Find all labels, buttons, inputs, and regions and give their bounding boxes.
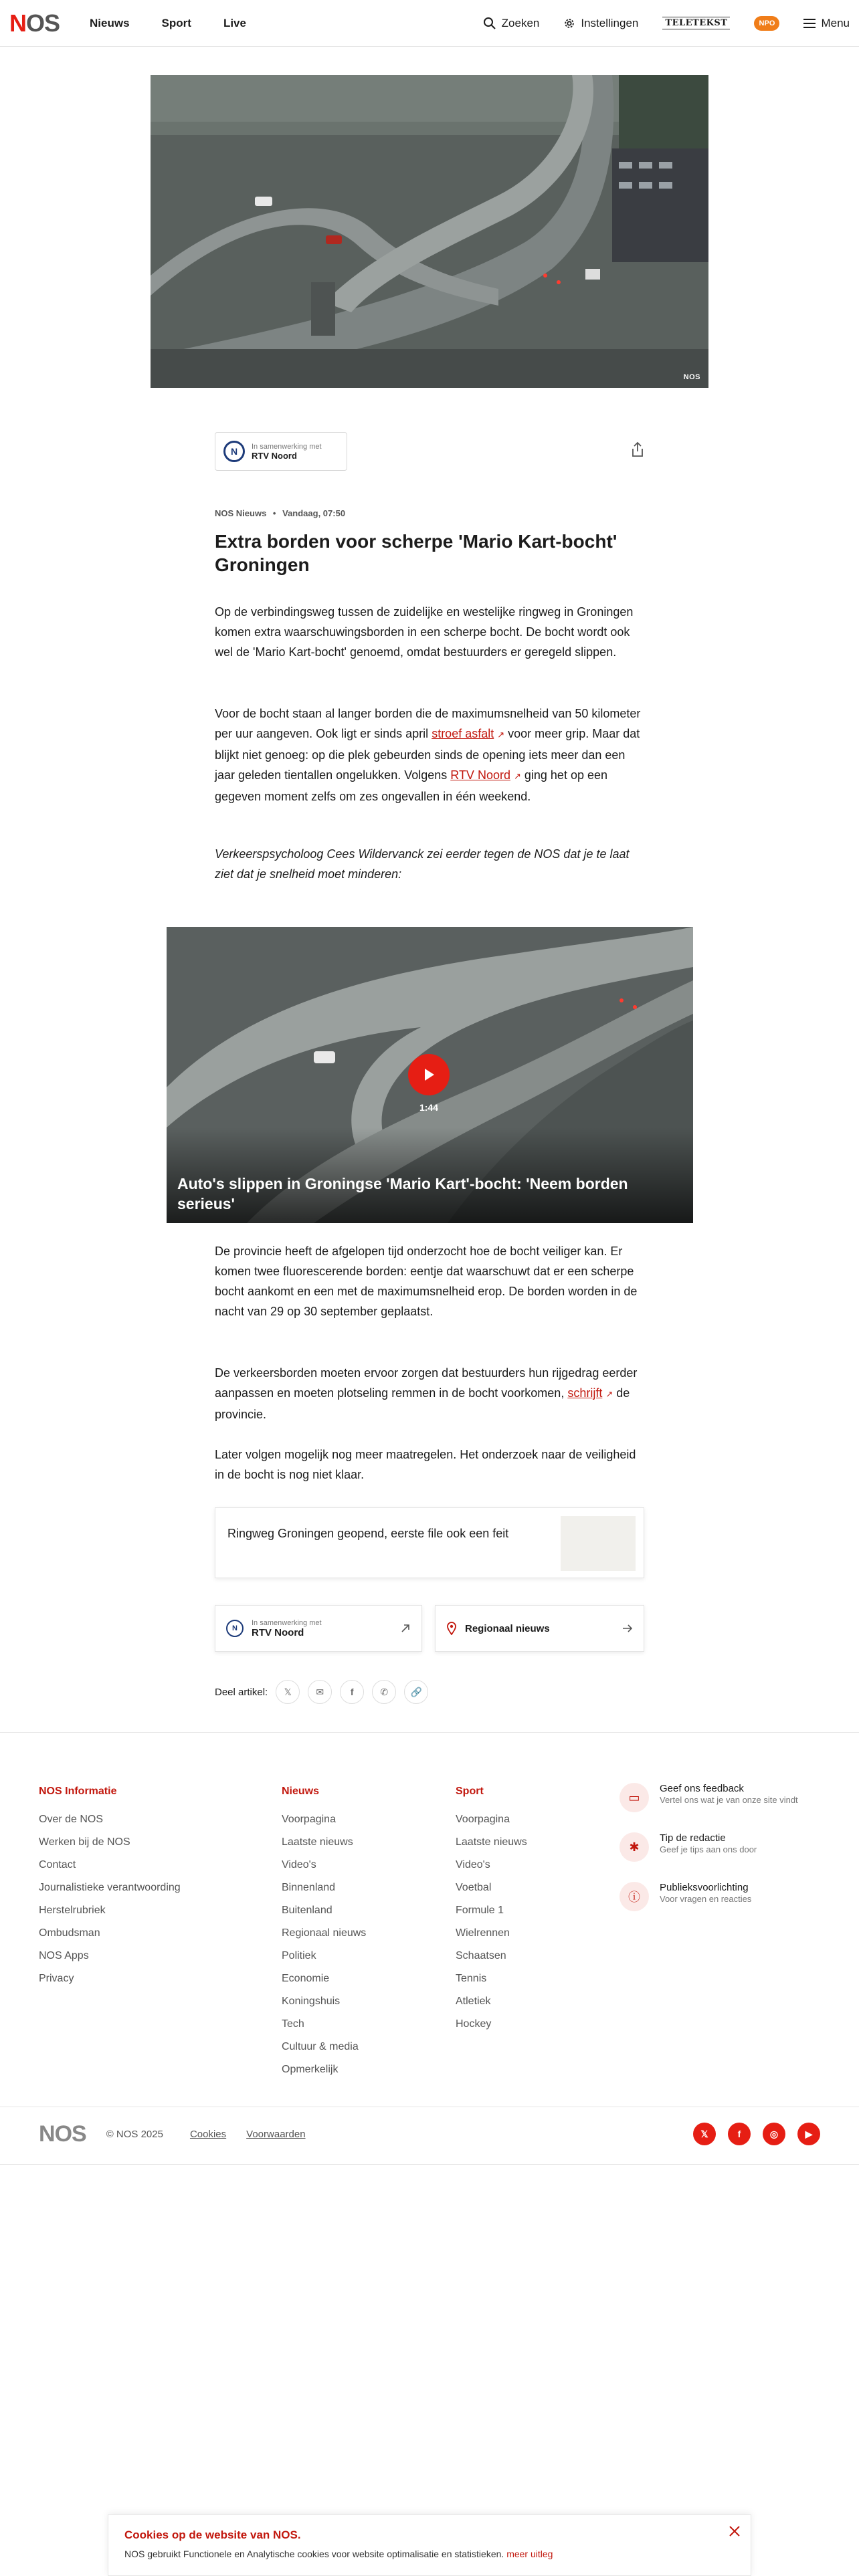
- menu-label: Menu: [821, 16, 850, 29]
- share-whatsapp-button[interactable]: [372, 1680, 396, 1704]
- cookies-link[interactable]: Cookies: [189, 2128, 227, 2140]
- info-title: Publieksvoorlichting: [660, 1882, 749, 1893]
- footer-link[interactable]: Cultuur & media: [282, 2041, 359, 2052]
- cookie-more-link[interactable]: meer uitleg: [506, 2549, 553, 2559]
- menu-button[interactable]: [803, 17, 850, 30]
- nos-watermark: NOS: [683, 373, 700, 381]
- x-icon: 𝕏: [700, 2128, 708, 2139]
- footer-heading: Nieuws: [282, 1786, 320, 1797]
- footer-link[interactable]: Buitenland: [282, 1905, 332, 1916]
- article-header: [215, 432, 644, 471]
- footer-feedback-col: [619, 1783, 820, 1931]
- terms-link[interactable]: Voorwaarden: [246, 2128, 306, 2140]
- copy-link-button[interactable]: [404, 1680, 428, 1704]
- search-button[interactable]: [483, 17, 540, 30]
- footer-link[interactable]: Regionaal nieuws: [282, 1927, 367, 1939]
- related-article-card[interactable]: [215, 1507, 644, 1578]
- npo-logo[interactable]: NPO: [754, 16, 779, 31]
- footer-link[interactable]: Laatste nieuws: [456, 1836, 527, 1848]
- partner-badge[interactable]: [215, 432, 347, 471]
- p5-text-b: de provincie.: [215, 1386, 630, 1421]
- article-date: Vandaag, 07:50: [282, 508, 346, 518]
- footer-link[interactable]: Voorpagina: [282, 1814, 336, 1825]
- arrow-up-right-icon: [400, 1623, 411, 1634]
- settings-button[interactable]: [563, 17, 638, 30]
- tip-title: Tip de redactie: [660, 1832, 726, 1844]
- youtube-icon: ▶: [805, 2128, 813, 2139]
- share-label: Deel artikel:: [215, 1686, 268, 1698]
- mail-icon: ✉: [316, 1686, 324, 1697]
- footer-link[interactable]: Video's: [282, 1859, 316, 1870]
- share-bar: [215, 1680, 644, 1704]
- schrijft-link[interactable]: schrijft: [567, 1386, 603, 1400]
- footer-link[interactable]: Laatste nieuws: [282, 1836, 353, 1848]
- footer-link[interactable]: Werken bij de NOS: [39, 1836, 130, 1848]
- nav-sport[interactable]: Sport: [161, 16, 191, 29]
- facebook-social-button[interactable]: [728, 2123, 751, 2145]
- teletekst-link[interactable]: TELETEKST: [662, 17, 730, 29]
- youtube-social-button[interactable]: [797, 2123, 820, 2145]
- info-sub: Voor vragen en reacties: [660, 1894, 752, 1904]
- article-paragraph-6: Later volgen mogelijk nog meer maatregelen. Het onderzoek naar de veiligheid in de bocht is nog niet klaar.: [215, 1448, 636, 1481]
- footer-heading: Sport: [456, 1786, 484, 1797]
- instagram-social-button[interactable]: [763, 2123, 785, 2145]
- rtv-noord-link[interactable]: RTV Noord: [450, 768, 510, 782]
- rtv-noord-logo: N: [226, 1620, 244, 1637]
- p5-text-a: De verkeersborden moeten ervoor zorgen dat bestuurders hun rijgedrag eerder aanpassen en moeten plotseling remmen in de bocht voorkomen,: [215, 1366, 638, 1400]
- article-paragraph-2: [215, 704, 644, 807]
- partner-name: RTV Noord: [252, 450, 297, 461]
- footer-link[interactable]: Koningshuis: [282, 1996, 341, 2007]
- gear-icon: [563, 17, 575, 29]
- footer-divider: [0, 1732, 859, 1733]
- info-item[interactable]: [619, 1882, 820, 1911]
- footer-end-divider: [0, 2164, 859, 2165]
- nos-logo[interactable]: NOS: [9, 9, 60, 37]
- partner-card[interactable]: [215, 1605, 422, 1652]
- footer-col-sport: [456, 1786, 527, 2036]
- external-link-icon: ↗: [497, 730, 505, 740]
- instagram-icon: ◎: [769, 2128, 779, 2139]
- footer-link[interactable]: Opmerkelijk: [282, 2064, 339, 2075]
- related-article-title: Ringweg Groningen geopend, eerste file ook een feit: [227, 1527, 509, 1540]
- regional-news-label: Regionaal nieuws: [465, 1622, 550, 1634]
- chat-icon: ▭: [619, 1783, 649, 1812]
- video-title: Auto's slippen in Groningse 'Mario Kart'-bocht: 'Neem borden serieus': [177, 1175, 628, 1212]
- whatsapp-icon: ✆: [380, 1686, 389, 1697]
- footer-link[interactable]: Voorpagina: [456, 1814, 510, 1825]
- p2-text-a: Voor de bocht staan al langer borden die de maximumsnelheid van 50 kilometer per uur aangeven. Ook ligt er sinds april: [215, 707, 641, 740]
- article-paragraph-5: [215, 1363, 644, 1424]
- settings-label: Instellingen: [581, 16, 639, 29]
- x-icon: 𝕏: [284, 1686, 292, 1697]
- feedback-sub: Vertel ons wat je van onze site vindt: [660, 1795, 798, 1805]
- hero-image: [151, 75, 708, 388]
- facebook-icon: f: [737, 2129, 741, 2139]
- footer-heading: NOS Informatie: [39, 1786, 117, 1797]
- article-paragraph-4: De provincie heeft de afgelopen tijd onderzocht hoe de bocht veiliger kan. Er komen twee fluorescerende borden: eentje dat waarschuwt dat er een scherpe bocht aankomt en een met de maximumsnelheid erop. De borden worden in de nacht van 29 op 30 september geplaatst.: [215, 1245, 638, 1318]
- footer-link[interactable]: Politiek: [282, 1950, 316, 1961]
- tip-item[interactable]: [619, 1832, 820, 1862]
- p2-text-b: voor meer grip. Maar dat blijkt niet genoeg: op die plek gebeurden sinds de opening iets meer dan een jaar geleden tientallen ongelukken. Volgens: [215, 727, 640, 782]
- copyright: © NOS 2025: [106, 2128, 163, 2140]
- nav-nieuws[interactable]: Nieuws: [90, 16, 130, 29]
- close-icon[interactable]: [728, 2525, 741, 2538]
- stroef-asfalt-link[interactable]: stroef asfalt: [432, 727, 494, 740]
- footer-nos-logo[interactable]: NOS: [39, 2121, 86, 2147]
- share-facebook-button[interactable]: [340, 1680, 364, 1704]
- nav-live[interactable]: Live: [223, 16, 246, 29]
- partner-small-label: In samenwerking met: [252, 442, 322, 451]
- cookie-text: NOS gebruikt Functionele en Analytische cookies voor website optimalisatie en statistieken.: [124, 2549, 504, 2559]
- feedback-item[interactable]: [619, 1783, 820, 1812]
- footer-link[interactable]: Video's: [456, 1859, 490, 1870]
- top-header: [0, 0, 859, 47]
- footer-link[interactable]: Economie: [282, 1973, 330, 1984]
- article-meta: NOS Nieuws • Vandaag, 07:50: [215, 508, 346, 518]
- footer-link[interactable]: Tech: [282, 2018, 304, 2030]
- footer-link[interactable]: Wielrennen: [456, 1927, 510, 1939]
- x-social-button[interactable]: [693, 2123, 716, 2145]
- footer-link[interactable]: Over de NOS: [39, 1814, 104, 1825]
- partner-name: RTV Noord: [252, 1626, 304, 1638]
- article-paragraph-1: Op de verbindingsweg tussen de zuidelijke en westelijke ringweg in Groningen komen extra waarschuwingsborden in een scherpe bocht. De bocht wordt ook wel de 'Mario Kart-bocht' genoemd, omdat bestuurders er geregeld slippen.: [215, 605, 634, 659]
- location-pin-icon: [446, 1622, 457, 1635]
- video-player[interactable]: [167, 927, 693, 1223]
- footer-col-nos-informatie: [39, 1786, 181, 1990]
- video-duration: 1:44: [419, 1102, 439, 1113]
- external-link-icon: ↗: [513, 771, 521, 781]
- share-email-button[interactable]: [308, 1680, 332, 1704]
- footer-link[interactable]: Binnenland: [282, 1882, 336, 1893]
- cookie-title: Cookies op de website van NOS.: [124, 2529, 301, 2541]
- footer-link[interactable]: Voetbal: [456, 1882, 492, 1893]
- play-button[interactable]: [408, 1054, 450, 1095]
- search-label: Zoeken: [501, 16, 540, 29]
- cookie-banner: [108, 2514, 751, 2576]
- footer-link[interactable]: Contact: [39, 1859, 76, 1870]
- footer-link[interactable]: Privacy: [39, 1973, 74, 1984]
- highway-photo: [151, 75, 708, 388]
- footer-bottom: [39, 2123, 820, 2145]
- search-icon: [483, 17, 496, 30]
- arrow-right-icon: [622, 1624, 633, 1633]
- p2-text-c: ging het op een gegeven moment zelfs om zes ongevallen in één weekend.: [215, 768, 608, 803]
- regional-news-card[interactable]: [435, 1605, 644, 1652]
- external-link-icon: ↗: [605, 1389, 613, 1399]
- share-x-button[interactable]: [276, 1680, 300, 1704]
- footer-link[interactable]: Formule 1: [456, 1905, 504, 1916]
- info-icon: ⓘ: [619, 1882, 649, 1911]
- play-icon: [422, 1067, 436, 1082]
- rtv-noord-logo: N: [223, 441, 245, 462]
- footer-link[interactable]: NOS Apps: [39, 1950, 89, 1961]
- social-links: [693, 2123, 820, 2145]
- article-source: NOS Nieuws: [215, 508, 267, 518]
- facebook-icon: f: [350, 1687, 354, 1697]
- lightbulb-icon: ✱: [619, 1832, 649, 1862]
- share-icon[interactable]: [631, 441, 644, 457]
- article-title: Extra borden voor scherpe 'Mario Kart-bocht' Groningen: [215, 531, 617, 575]
- link-icon: 🔗: [410, 1686, 422, 1697]
- footer-link[interactable]: Journalistieke verantwoording: [39, 1882, 181, 1893]
- footer-link[interactable]: Schaatsen: [456, 1950, 506, 1961]
- footer-link[interactable]: Herstelrubriek: [39, 1905, 106, 1916]
- footer-link[interactable]: Tennis: [456, 1973, 487, 1984]
- footer-col-nieuws: [282, 1786, 366, 2081]
- tip-sub: Geef je tips aan ons door: [660, 1844, 757, 1854]
- main-nav: [90, 17, 246, 30]
- hamburger-icon: [803, 19, 816, 28]
- partner-small-label: In samenwerking met: [252, 1618, 322, 1627]
- article-quote-intro: Verkeerspsycholoog Cees Wildervanck zei eerder tegen de NOS dat je te laat ziet dat je snelheid moet minderen:: [215, 847, 630, 881]
- feedback-title: Geef ons feedback: [660, 1783, 744, 1794]
- footer-link[interactable]: Ombudsman: [39, 1927, 100, 1939]
- related-article-thumbnail: [561, 1516, 636, 1571]
- footer-link[interactable]: Atletiek: [456, 1996, 491, 2007]
- footer-link[interactable]: Hockey: [456, 2018, 492, 2030]
